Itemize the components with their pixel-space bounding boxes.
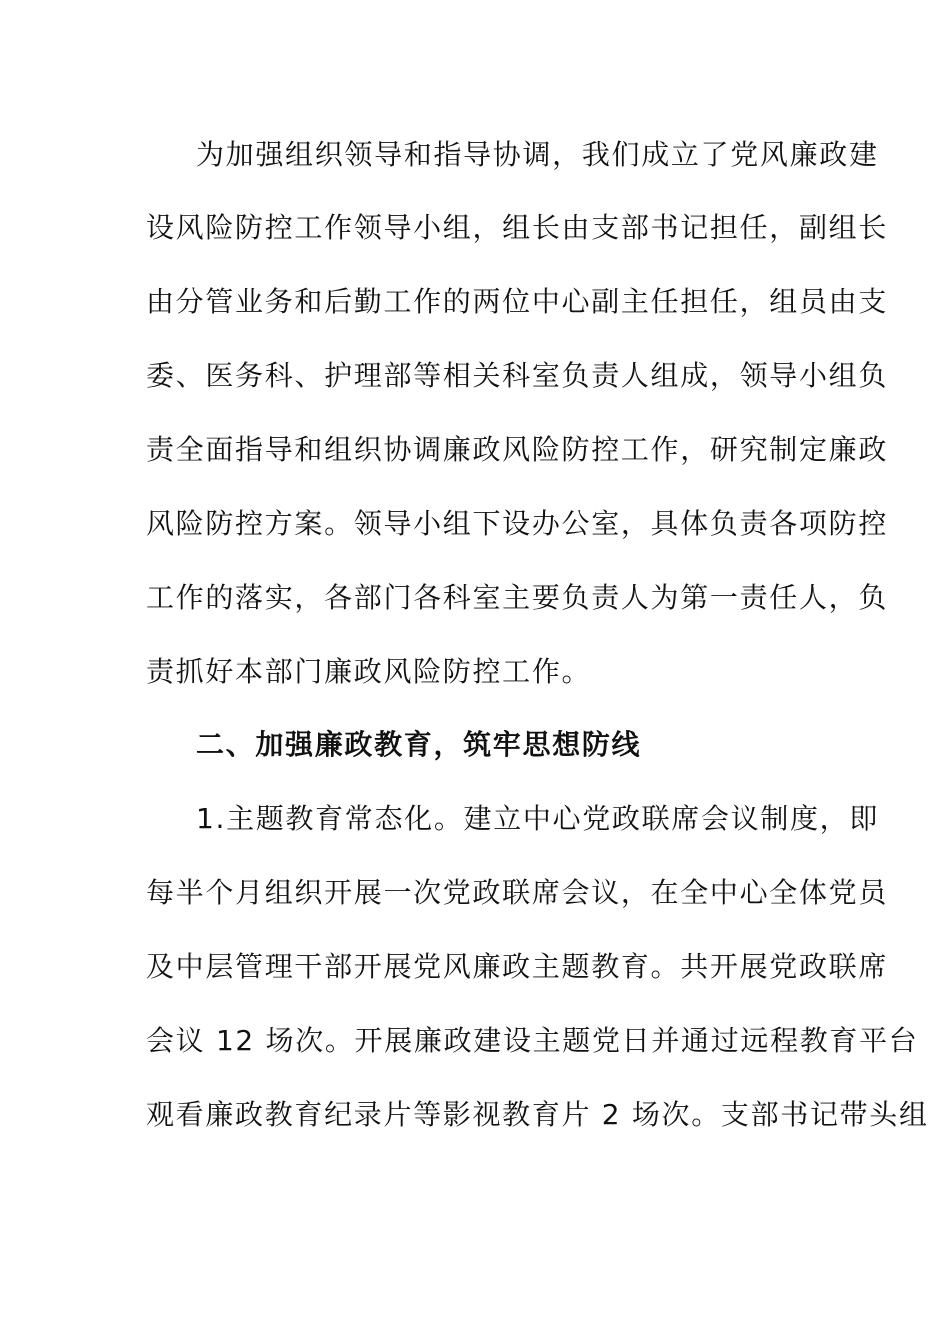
paragraph-1-line-4: 委、医务科、护理部等相关科室负责人组成，领导小组负 — [146, 359, 889, 392]
paragraph-2-line-1: 1.主题教育常态化。建立中心党政联席会议制度，即 — [196, 802, 880, 835]
paragraph-1-line-8: 责抓好本部门廉政风险防控工作。 — [146, 655, 592, 688]
paragraph-2-line-3: 及中层管理干部开展党风廉政主题教育。共开展党政联席 — [146, 950, 889, 983]
paragraph-2-line-5: 观看廉政教育纪录片等影视教育片 2 场次。支部书记带头组 — [146, 1098, 929, 1131]
paragraph-2-line-4: 会议 12 场次。开展廉政建设主题党日并通过远程教育平台 — [146, 1024, 919, 1057]
paragraph-1-line-1: 为加强组织领导和指导协调，我们成立了党风廉政建 — [196, 138, 879, 171]
paragraph-1-line-7: 工作的落实，各部门各科室主要负责人为第一责任人，负 — [146, 581, 889, 614]
section-heading: 二、加强廉政教育，筑牢思想防线 — [196, 728, 642, 761]
paragraph-1-line-6: 风险防控方案。领导小组下设办公室，具体负责各项防控 — [146, 507, 889, 540]
paragraph-1-line-3: 由分管业务和后勤工作的两位中心副主任担任，组员由支 — [146, 285, 889, 318]
paragraph-2-line-2: 每半个月组织开展一次党政联席会议，在全中心全体党员 — [146, 876, 889, 909]
paragraph-1-line-2: 设风险防控工作领导小组，组长由支部书记担任，副组长 — [146, 211, 889, 244]
paragraph-1-line-5: 责全面指导和组织协调廉政风险防控工作，研究制定廉政 — [146, 433, 889, 466]
